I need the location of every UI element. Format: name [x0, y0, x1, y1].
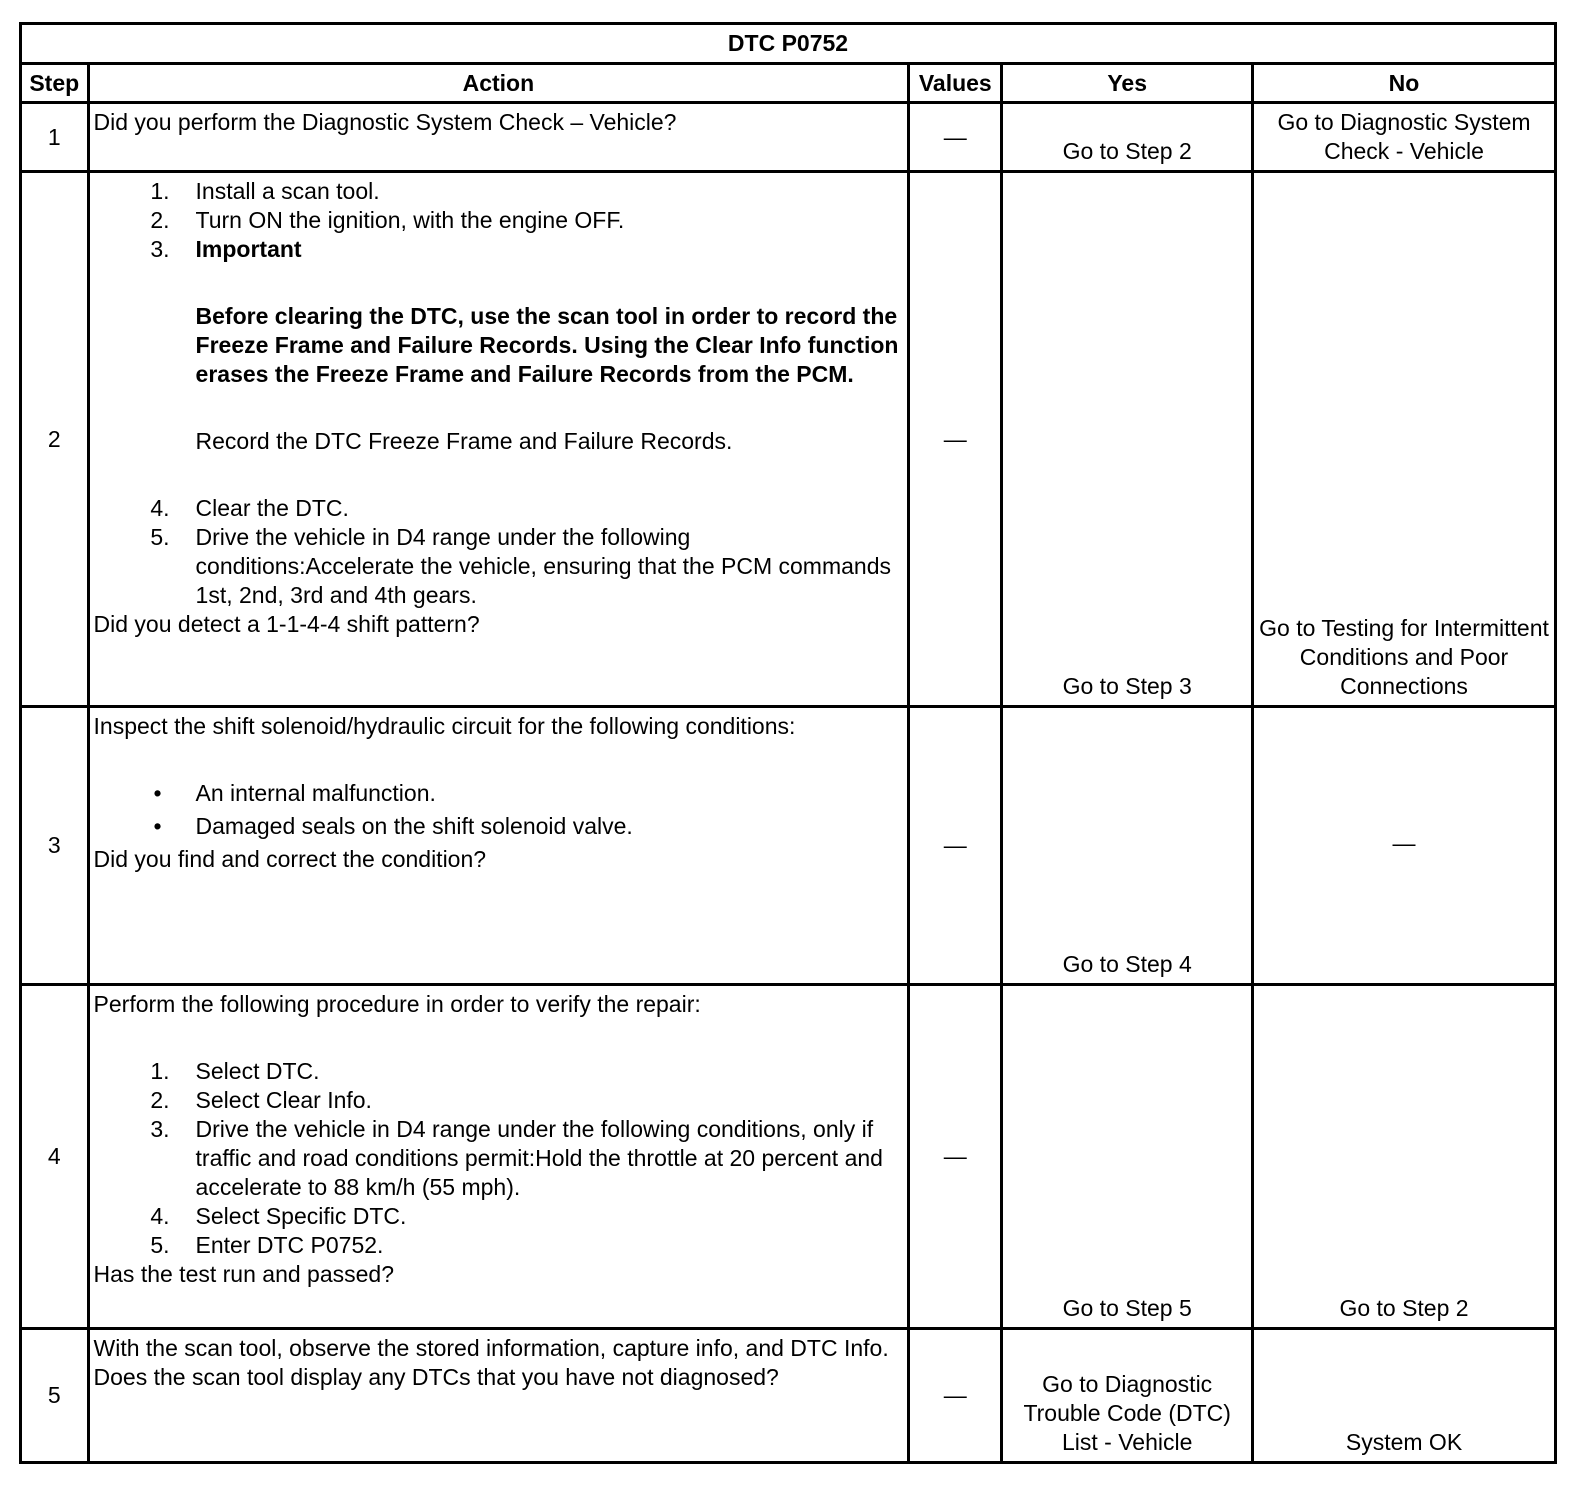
- header-step: Step: [21, 64, 89, 103]
- yes-cell: Go to Step 2: [1002, 103, 1253, 172]
- values-cell: —: [909, 707, 1002, 985]
- list-item: • Damaged seals on the shift solenoid valve.: [153, 813, 633, 839]
- action-question: Did you detect a 1-1-4-4 shift pattern?: [93, 611, 480, 637]
- no-cell: Go to Testing for Intermittent Conditions and Poor Connections: [1253, 172, 1556, 707]
- action-cell: [88, 103, 909, 172]
- table-row: [21, 985, 1556, 1329]
- step-number: 1: [21, 103, 89, 172]
- important-note: Before clearing the DTC, use the scan tool in order to record the Freeze Frame and Failure Records. Using the Clear Info function erases the Freeze Frame and Failure Records from the PCM.: [195, 303, 899, 387]
- list-item: 3. Drive the vehicle in D4 range under the following conditions, only if traffic and road conditions permit:Hold the throttle at 20 percent and accelerate to 88 km/h (55 mph).: [150, 1116, 883, 1200]
- no-cell: System OK: [1253, 1329, 1556, 1463]
- table-title: DTC P0752: [21, 24, 1556, 64]
- values-cell: —: [909, 172, 1002, 707]
- action-question: Did you find and correct the condition?: [93, 846, 487, 872]
- procedure-list: [94, 1057, 902, 1260]
- list-item: 2. Select Clear Info.: [150, 1087, 372, 1113]
- action-question: Did you perform the Diagnostic System Check – Vehicle?: [93, 109, 677, 135]
- yes-cell: Go to Step 4: [1002, 707, 1253, 985]
- step-number: 2: [21, 172, 89, 707]
- list-item: 5. Enter DTC P0752.: [150, 1232, 384, 1258]
- no-cell: Go to Step 2: [1253, 985, 1556, 1329]
- list-item: 1. Select DTC.: [150, 1058, 320, 1084]
- no-cell: Go to Diagnostic System Check - Vehicle: [1253, 103, 1556, 172]
- diagnostic-table: [19, 22, 1557, 1464]
- yes-cell: Go to Step 3: [1002, 172, 1253, 707]
- procedure-list: [94, 494, 902, 610]
- list-item: 4. Select Specific DTC.: [150, 1203, 407, 1229]
- values-cell: —: [909, 103, 1002, 172]
- yes-cell: Go to Diagnostic Trouble Code (DTC) List - Vehicle: [1002, 1329, 1253, 1463]
- list-item: 1. Install a scan tool.: [150, 178, 380, 204]
- list-item: 2. Turn ON the ignition, with the engine OFF.: [150, 207, 625, 233]
- condition-list: [94, 779, 902, 841]
- table-row: [21, 1329, 1556, 1463]
- action-cell: [88, 707, 909, 985]
- action-cell: [88, 985, 909, 1329]
- action-cell: [88, 172, 909, 707]
- list-item: 3. Important: [150, 236, 302, 262]
- step-number: 5: [21, 1329, 89, 1463]
- action-question: Does the scan tool display any DTCs that you have not diagnosed?: [93, 1364, 779, 1390]
- values-cell: —: [909, 985, 1002, 1329]
- header-no: No: [1253, 64, 1556, 103]
- step-number: 4: [21, 985, 89, 1329]
- table-row: [21, 103, 1556, 172]
- list-item: • An internal malfunction.: [153, 780, 436, 806]
- table-row: [21, 707, 1556, 985]
- action-question: Has the test run and passed?: [93, 1261, 395, 1287]
- header-action: Action: [88, 64, 909, 103]
- values-cell: —: [909, 1329, 1002, 1463]
- procedure-list: [94, 177, 902, 264]
- action-intro: Inspect the shift solenoid/hydraulic circuit for the following conditions:: [93, 713, 796, 739]
- action-intro: Perform the following procedure in order to verify the repair:: [93, 991, 701, 1017]
- list-item: 5. Drive the vehicle in D4 range under the following conditions:Accelerate the vehicle, ensuring that the PCM commands 1st, 2nd, 3rd and 4th gears.: [150, 524, 892, 608]
- list-item: 4. Clear the DTC.: [150, 495, 349, 521]
- yes-cell: Go to Step 5: [1002, 985, 1253, 1329]
- header-yes: Yes: [1002, 64, 1253, 103]
- record-note: Record the DTC Freeze Frame and Failure Records.: [195, 428, 733, 454]
- header-values: Values: [909, 64, 1002, 103]
- action-intro: With the scan tool, observe the stored information, capture info, and DTC Info.: [93, 1335, 889, 1361]
- table-row: [21, 172, 1556, 707]
- no-cell: —: [1253, 707, 1556, 985]
- action-cell: [88, 1329, 909, 1463]
- step-number: 3: [21, 707, 89, 985]
